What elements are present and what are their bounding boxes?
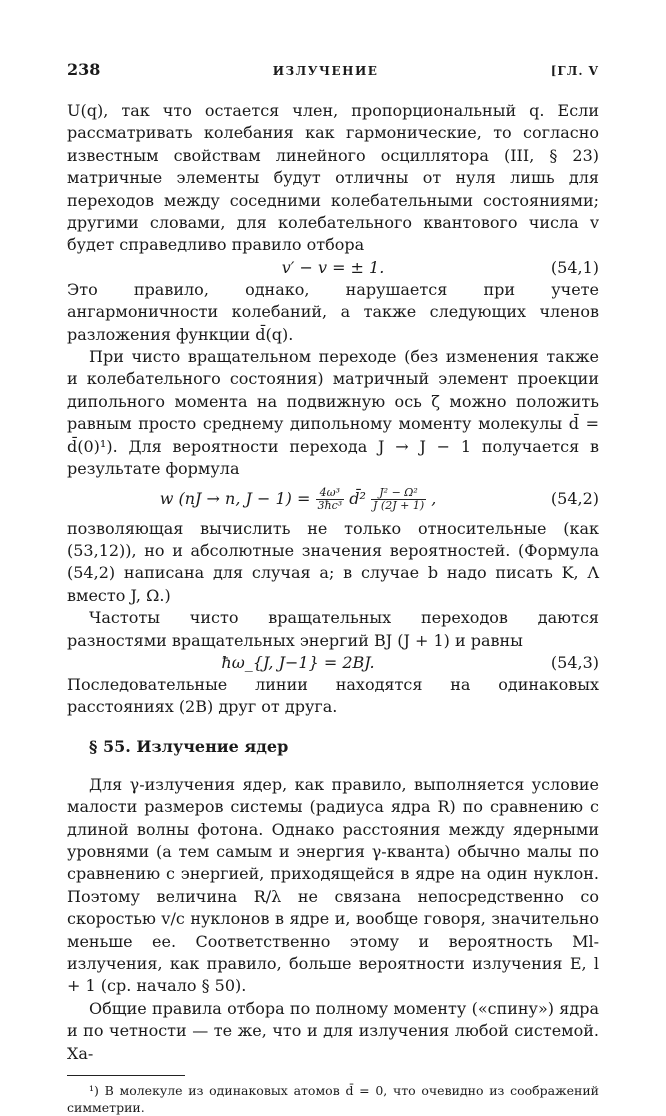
running-title: ИЗЛУЧЕНИЕ xyxy=(272,64,379,78)
page-header xyxy=(67,60,599,82)
fraction-1-numerator: 4ω³ xyxy=(316,487,345,500)
fraction-1-denominator: 3ħc³ xyxy=(317,498,343,512)
fraction-1 xyxy=(316,487,345,512)
equation-tail: , xyxy=(431,488,437,508)
equation-formula xyxy=(67,487,529,512)
paragraph-5: Частоты чисто вращательных переходов даются разностями вращательных энергий BJ (J + 1) и равны xyxy=(67,608,599,650)
fraction-2-denominator: J (2J + 1) xyxy=(373,498,425,512)
equation-formula: v′ − v = ± 1. xyxy=(281,257,385,277)
equation-number: (54,2) xyxy=(550,489,599,508)
paragraph-8: Общие правила отбора по полному моменту («спину») ядра и по четности — те же, что и для излучения любой системой. Ха- xyxy=(67,998,599,1063)
paragraph-7: Для γ-излучения ядер, как правило, выполняется условие малости размеров системы (радиуса ядра R) по сравнению с длиной волны фотона. Однако расстояния между ядерными уровнями (а тем самым и энергия γ-кванта) обычно малы по сравнению с энергией, приходящейся в ядре на один нуклон. Поэтому величина R/λ не связана непосредственно со скоростью v/c нуклонов в ядре и, вообще говоря, значительно меньше ее. Соответственно этому и вероятность Ml-излучения, как правило, больше вероятности излучения E, l + 1 (ср. начало § 50). xyxy=(67,774,599,996)
paragraph-1: U(q), так что остается член, пропорциональный q. Если рассматривать колебания как гармонические, то согласно известным свойствам линейного осциллятора (III, § 23) матричные элементы будут отличны от нуля лишь для переходов между соседними колебательными состояниями; другими словами, для колебательного квантового числа v будет справедливо правило отбора xyxy=(67,101,599,255)
paragraph-6: Последовательные линии находятся на одинаковых расстояниях (2B) друг от друга. xyxy=(67,674,599,717)
equation-number: (54,1) xyxy=(550,257,599,277)
equation-54-2 xyxy=(67,487,599,512)
equation-lhs: w (nJ → n, J − 1) = xyxy=(159,488,311,508)
paragraph-2: Это правило, однако, нарушается при учете ангармоничности колебаний, а также следующих членов разложения функции d̄(q). xyxy=(67,279,599,344)
book-page xyxy=(67,60,599,1116)
footnote: ¹) В молекуле из одинаковых атомов d̄ = 0, что очевидно из соображений симметрии. xyxy=(67,1083,599,1116)
fraction-2 xyxy=(371,487,426,512)
section-heading: § 55. Излучение ядер xyxy=(89,736,289,756)
paragraph-3: При чисто вращательном переходе (без изменения также и колебательного состояния) матричный элемент проекции дипольного момента на подвижную ось ζ можно положить равным просто среднему дипольному моменту молекулы d̄ = d̄(0)¹). Для вероятности перехода J → J − 1 получается в результате формула xyxy=(67,347,599,479)
equation-54-3 xyxy=(67,652,599,674)
equation-number: (54,3) xyxy=(550,652,599,672)
equation-54-1 xyxy=(67,257,599,279)
chapter-label: [ГЛ. V xyxy=(550,64,599,78)
equation-formula: ħω_{J, J−1} = 2BJ. xyxy=(221,652,375,672)
fraction-2-numerator: J² − Ω² xyxy=(371,487,426,500)
equation-middle: d̄² xyxy=(349,488,366,508)
page-number: 238 xyxy=(67,60,101,79)
paragraph-4: позволяющая вычислить не только относительные (как (53,12)), но и абсолютные значения вероятностей. (Формула (54,2) написана для случая a; в случае b надо писать K, Λ вместо J, Ω.) xyxy=(67,518,599,605)
footnote-divider xyxy=(67,1075,185,1076)
